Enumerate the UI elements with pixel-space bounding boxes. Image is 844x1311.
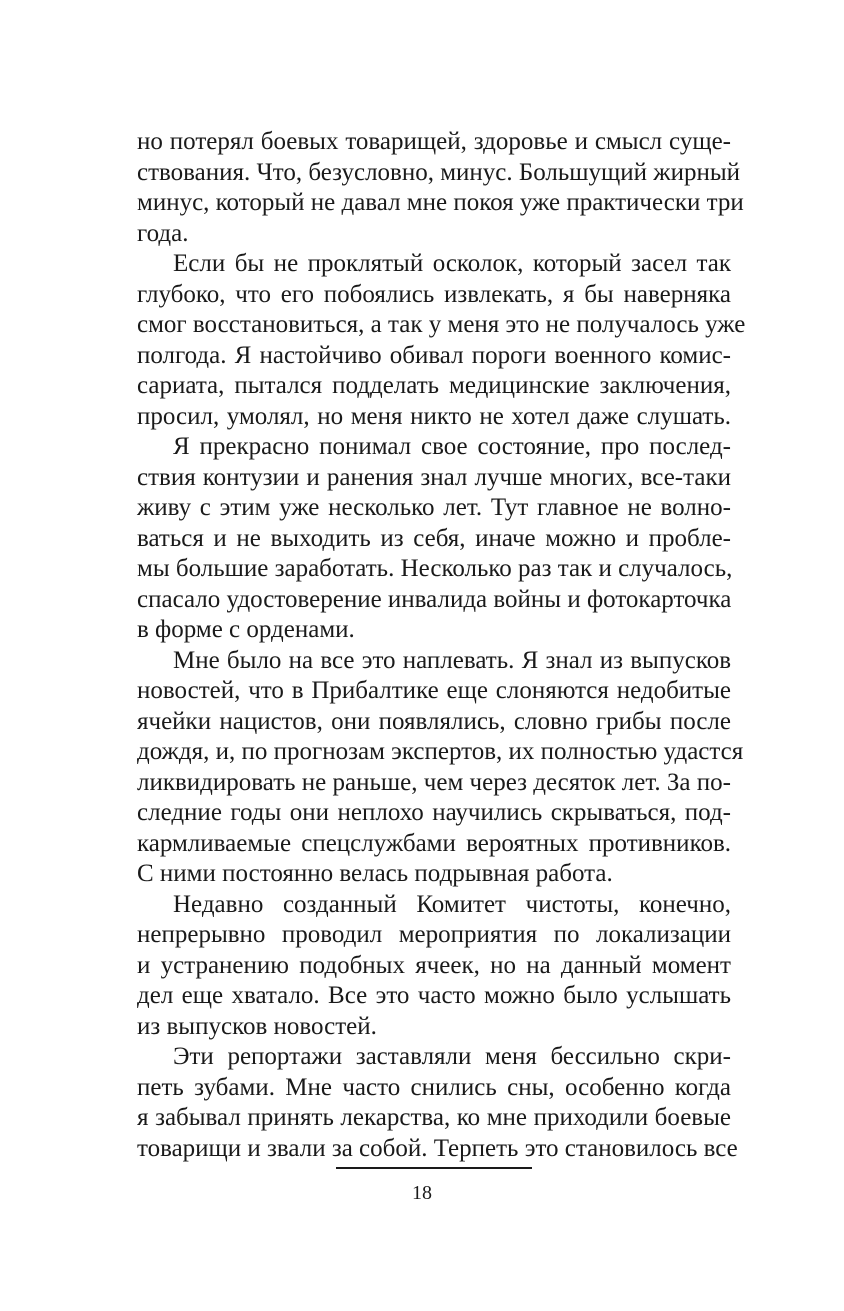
text-line: минус, который не давал мне покоя уже практически три xyxy=(137,189,744,216)
text-line: глубоко, что его побоялись извлекать, я бы наверняка xyxy=(137,280,731,308)
text-line: сариата, пытался подделать медицинские заключения, xyxy=(137,372,731,399)
text-line: мы большие заработать. Несколько раз так и случалось, xyxy=(137,555,733,582)
text-line: но потерял боевых товарищей, здоровье и смысл суще- xyxy=(137,128,731,155)
text-line: Мне было на все это наплевать. Я знал из выпусков xyxy=(173,646,731,674)
text-line: дел еще хватало. Все это часто можно было услышать xyxy=(137,982,731,1009)
page-number: 18 xyxy=(412,1182,432,1204)
text-line: петь зубами. Мне часто снились сны, особенно когда xyxy=(137,1073,731,1101)
footer-divider xyxy=(336,1167,532,1169)
text-line: просил, умолял, но меня никто не хотел даже слушать. xyxy=(137,402,731,430)
text-line: полгода. Я настойчиво обивал пороги военного комис- xyxy=(137,341,731,369)
text-line: живу с этим уже несколько лет. Тут главное не волно- xyxy=(137,494,731,521)
text-line: года. xyxy=(137,219,189,247)
body-text xyxy=(137,127,746,1164)
text-line: Эти репортажи заставляли меня бессильно скри- xyxy=(173,1043,731,1070)
text-line: ствования. Что, безусловно, минус. Большущий жирный xyxy=(137,158,741,186)
text-line: Если бы не проклятый осколок, который засел так xyxy=(173,250,731,277)
text-line: в форме с орденами. xyxy=(137,616,355,643)
text-line: Я прекрасно понимал свое состояние, про послед- xyxy=(173,433,731,460)
text-line: смог восстановиться, а так у меня это не получалось уже xyxy=(137,311,746,338)
text-line: новостей, что в Прибалтике еще слоняются недобитые xyxy=(137,677,731,704)
text-line: ячейки нацистов, они появлялись, словно грибы после xyxy=(137,707,731,735)
text-line: я забывал принять лекарства, ко мне приходили боевые xyxy=(137,1104,731,1131)
text-line: ваться и не выходить из себя, иначе можно и пробле- xyxy=(137,524,731,552)
text-line: спасало удостоверение инвалида войны и фотокарточка xyxy=(137,585,732,613)
text-line: ствия контузии и ранения знал лучше многих, все-таки xyxy=(137,463,731,491)
text-line: товарищи и звали за собой. Терпеть это становилось все xyxy=(137,1134,738,1162)
text-line: дождя, и, по прогнозам экспертов, их полностью удастся xyxy=(137,738,744,765)
text-line: из выпусков новостей. xyxy=(137,1012,377,1040)
text-line: ликвидировать не раньше, чем через десяток лет. За по- xyxy=(137,768,731,796)
text-line: и устранению подобных ячеек, но на данный момент xyxy=(137,951,731,979)
text-line: кармливаемые спецслужбами вероятных противников. xyxy=(137,829,731,857)
text-line: непрерывно проводил мероприятия по локализации xyxy=(137,921,731,948)
text-line: Недавно созданный Комитет чистоты, конечно, xyxy=(173,890,731,918)
text-line: следние годы они неплохо научились скрываться, под- xyxy=(137,799,731,826)
text-line: С ними постоянно велась подрывная работа. xyxy=(137,860,613,887)
